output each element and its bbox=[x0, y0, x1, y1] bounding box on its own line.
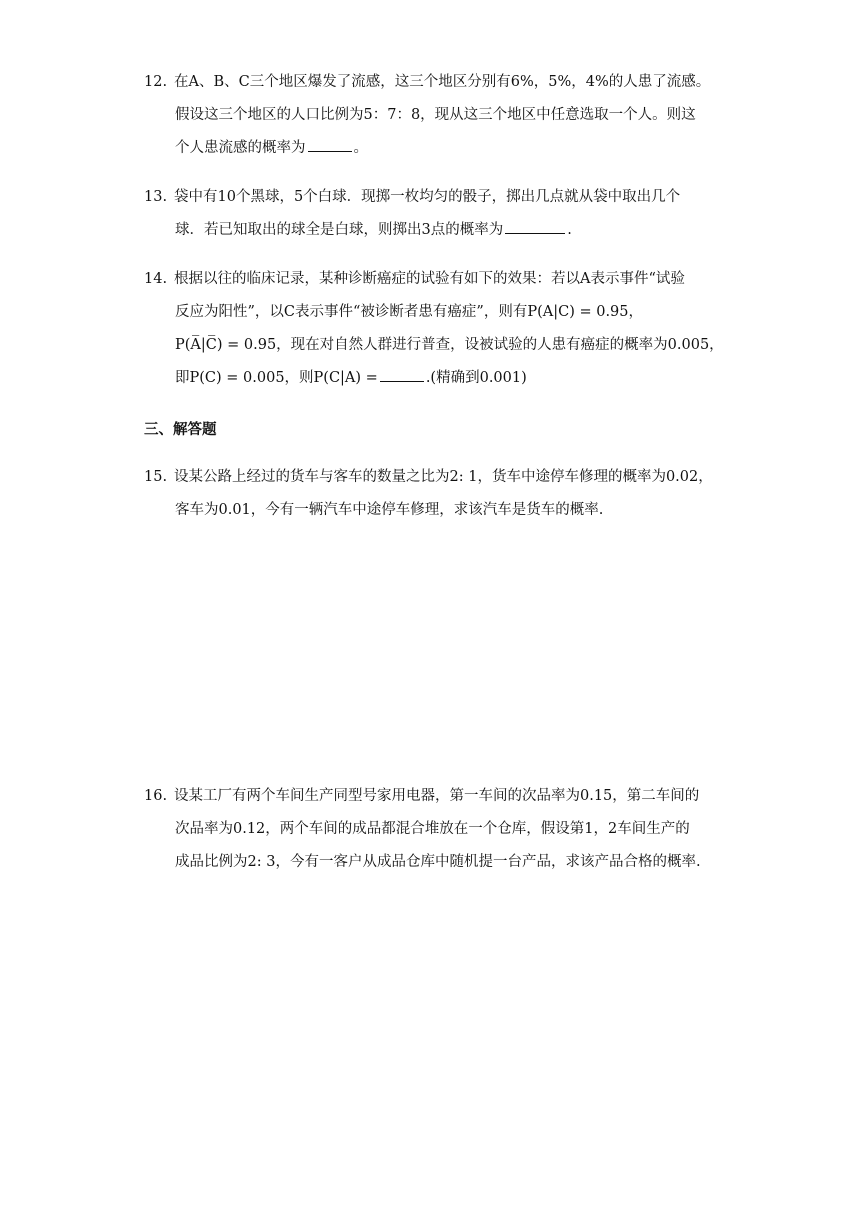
answer-blank[interactable] bbox=[380, 380, 424, 382]
answer-blank[interactable] bbox=[308, 150, 352, 152]
question-number: 15. bbox=[144, 469, 168, 485]
question-text-line: 次品率为0.12，两个车间的成品都混合堆放在一个仓库，假设第1，2车间生产的 bbox=[175, 821, 690, 837]
question-text-line: 反应为阳性”，以C表示事件“被诊断者患有癌症”，则有P(A|C) = 0.95， bbox=[175, 304, 644, 320]
question-16 bbox=[144, 780, 719, 879]
question-text-line: 设某公路上经过的货车与客车的数量之比为2: 1，货车中途停车修理的概率为0.02， bbox=[174, 469, 713, 485]
question-15 bbox=[144, 461, 719, 527]
question-text-line: P(A̅|C̅) = 0.95，现在对自然人群进行普查，设被试验的人患有癌症的概率为0.005， bbox=[175, 337, 724, 353]
question-text-line: 设某工厂有两个车间生产同型号家用电器，第一车间的次品率为0.15，第二车间的 bbox=[174, 788, 700, 804]
answer-blank[interactable] bbox=[505, 232, 565, 234]
question-13 bbox=[144, 181, 719, 247]
question-text-line bbox=[175, 132, 719, 165]
question-number: 16. bbox=[144, 788, 168, 804]
question-text: .(精确到0.001) bbox=[425, 370, 527, 386]
question-12 bbox=[144, 66, 719, 165]
question-text: 球．若已知取出的球全是白球，则掷出3点的概率为 bbox=[175, 222, 504, 238]
question-text-line: 成品比例为2: 3，今有一客户从成品仓库中随机提一台产品，求该产品合格的概率. bbox=[175, 854, 701, 870]
section-title: 三、解答题 bbox=[144, 422, 217, 438]
question-text: . bbox=[567, 222, 572, 238]
question-text-line bbox=[175, 362, 719, 395]
question-text-line: 客车为0.01，今有一辆汽车中途停车修理，求该汽车是货车的概率. bbox=[175, 502, 604, 518]
question-text-line: 根据以往的临床记录，某种诊断癌症的试验有如下的效果：若以A表示事件“试验 bbox=[174, 271, 685, 287]
question-text-line: 袋中有10个黑球，5个白球．现掷一枚均匀的骰子，掷出几点就从袋中取出几个 bbox=[174, 189, 681, 205]
question-text-line: 假设这三个地区的人口比例为5：7：8，现从这三个地区中任意选取一个人。则这 bbox=[175, 107, 696, 123]
question-text: 个人患流感的概率为 bbox=[175, 140, 306, 156]
question-14 bbox=[144, 263, 724, 395]
question-text-line bbox=[175, 214, 719, 247]
question-text: 。 bbox=[353, 140, 368, 156]
question-text: 即P(C) = 0.005，则P(C|A) = bbox=[175, 370, 378, 386]
question-number: 13. bbox=[144, 189, 168, 205]
question-number: 14. bbox=[144, 271, 168, 287]
question-number: 12. bbox=[144, 74, 168, 90]
question-text-line: 在A、B、C三个地区爆发了流感，这三个地区分别有6%，5%，4%的人患了流感。 bbox=[174, 74, 711, 90]
